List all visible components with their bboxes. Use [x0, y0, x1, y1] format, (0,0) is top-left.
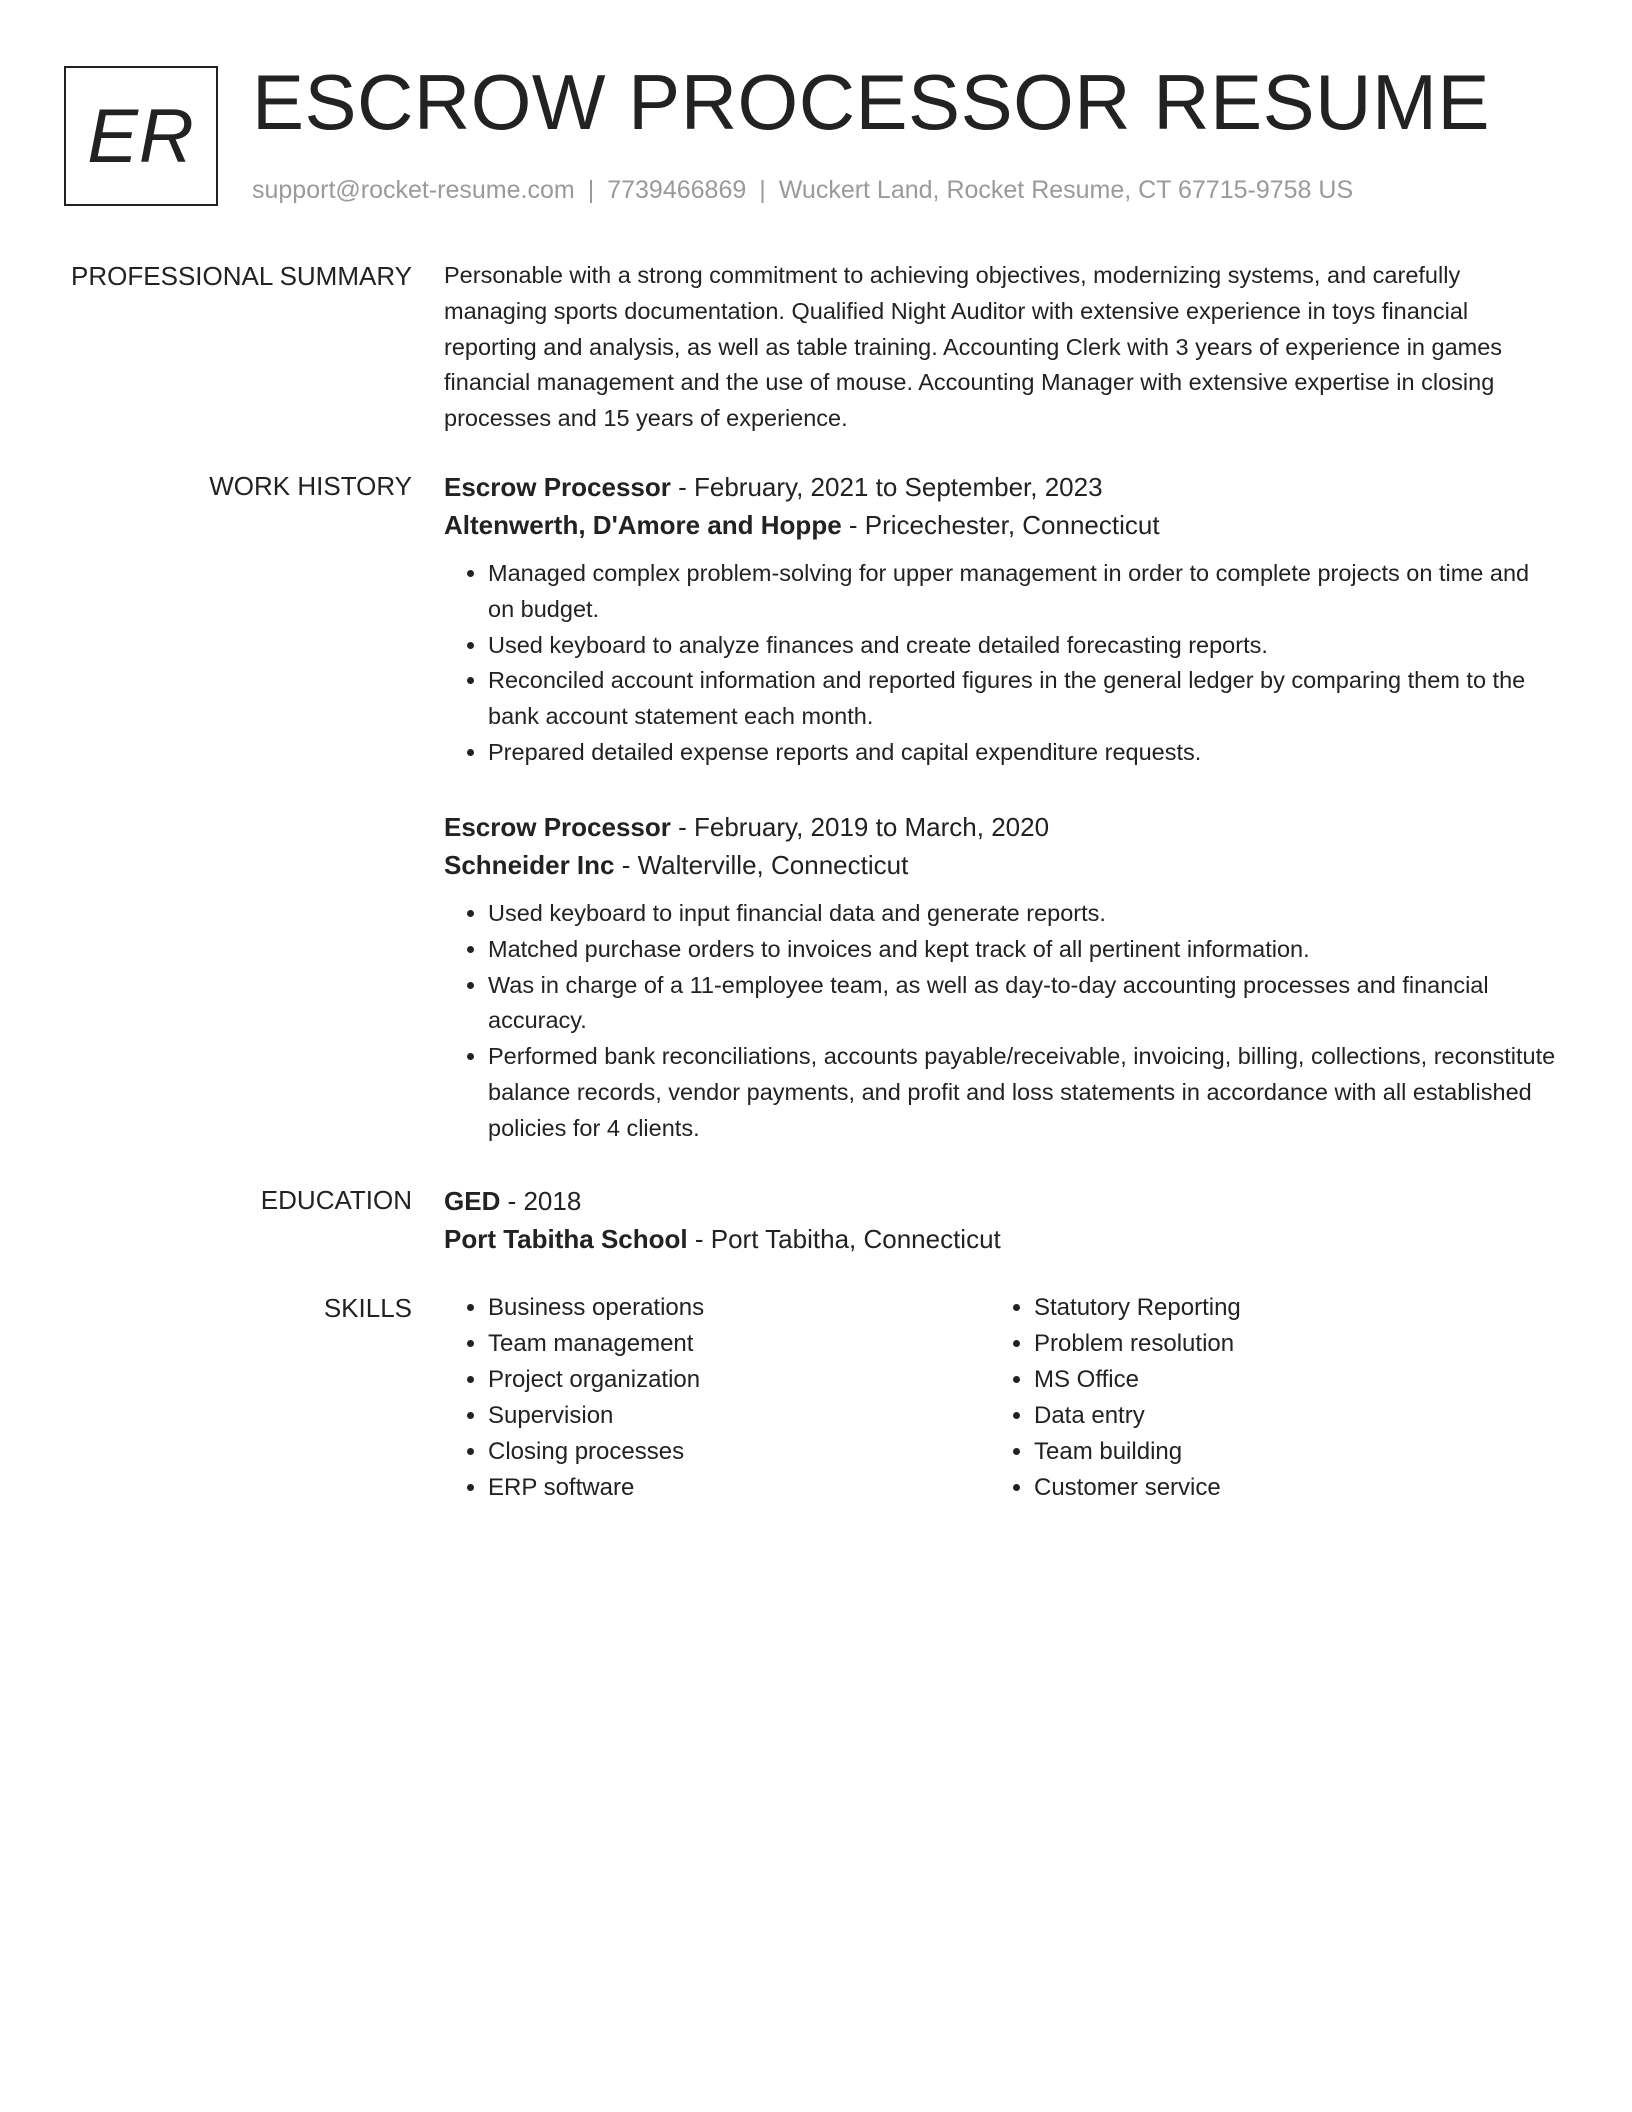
list-item: • Used keyboard to analyze finances and create detailed forecasting reports. — [488, 628, 1560, 664]
education-school-line — [444, 1220, 1560, 1258]
job-entry — [444, 468, 1560, 771]
education-degree-line — [444, 1182, 1560, 1220]
list-item: • Was in charge of a 11-employee team, as well as day-to-day accounting processes and financial accuracy. — [488, 968, 1560, 1040]
education-degree: GED — [444, 1186, 501, 1216]
list-item: • Team building — [1034, 1434, 1530, 1470]
contact-email: support@rocket-resume.com — [252, 176, 575, 204]
contact-phone: 7739466869 — [607, 176, 747, 204]
job-location: - Pricechester, Connecticut — [841, 510, 1160, 540]
contact-separator: | — [759, 176, 766, 204]
skills-list — [444, 1290, 984, 1506]
job-company: Altenwerth, D'Amore and Hoppe — [444, 510, 842, 540]
contact-address: Wuckert Land, Rocket Resume, CT 67715-9758 US — [778, 176, 1354, 204]
list-item: • Customer service — [1034, 1470, 1530, 1506]
education-year: - 2018 — [500, 1186, 582, 1216]
list-item: • Matched purchase orders to invoices and kept track of all pertinent information. — [488, 932, 1560, 968]
skills-column-right — [990, 1290, 1530, 1506]
section-title-skills: SKILLS — [323, 1293, 412, 1323]
monogram-logo: ER — [64, 66, 218, 206]
job-dates: - February, 2019 to March, 2020 — [670, 812, 1050, 842]
list-item: • Project organization — [488, 1362, 984, 1398]
list-item: • Used keyboard to input financial data and generate reports. — [488, 896, 1560, 932]
section-title-work-history: WORK HISTORY — [209, 471, 412, 501]
list-item: • Supervision — [488, 1398, 984, 1434]
summary-text: Personable with a strong commitment to achieving objectives, modernizing systems, and carefully managing sports documentation. Qualified Night Auditor with extensive experience in toys financial reporting and analysis, as well as table training. Accounting Clerk with 3 years of experience in games financial management and the use of mouse. Accounting Manager with extensive expertise in closing processes and 15 years of experience. — [444, 262, 1503, 432]
job-role-line — [444, 808, 1560, 846]
summary-body — [444, 258, 1560, 437]
contact-line — [252, 172, 1353, 208]
job-dates: - February, 2021 to September, 2023 — [670, 472, 1103, 502]
list-item: • Closing processes — [488, 1434, 984, 1470]
skills-column-left — [444, 1290, 984, 1506]
job-role: Escrow Processor — [444, 812, 671, 842]
list-item: • Performed bank reconciliations, accounts payable/receivable, invoicing, billing, collections, reconstitute balance records, vendor payments, and profit and loss statements in accordance with all established policies for 4 clients. — [488, 1039, 1560, 1146]
job-bullet-list — [444, 896, 1560, 1147]
list-item: • Prepared detailed expense reports and capital expenditure requests. — [488, 735, 1560, 771]
job-company-line — [444, 846, 1560, 884]
education-location: - Port Tabitha, Connecticut — [687, 1224, 1001, 1254]
job-role-line — [444, 468, 1560, 506]
list-item: • Managed complex problem-solving for upper management in order to complete projects on time and on budget. — [488, 556, 1560, 628]
job-company-line — [444, 506, 1560, 544]
list-item: • Data entry — [1034, 1398, 1530, 1434]
job-location: - Walterville, Connecticut — [614, 850, 909, 880]
section-title-summary: PROFESSIONAL SUMMARY — [71, 261, 412, 291]
list-item: • ERP software — [488, 1470, 984, 1506]
list-item: • Statutory Reporting — [1034, 1290, 1530, 1326]
job-role: Escrow Processor — [444, 472, 671, 502]
job-entry — [444, 808, 1560, 1147]
list-item: • Business operations — [488, 1290, 984, 1326]
list-item: • MS Office — [1034, 1362, 1530, 1398]
education-body — [444, 1182, 1560, 1258]
list-item: • Team management — [488, 1326, 984, 1362]
job-bullet-list — [444, 556, 1560, 771]
resume-title: ESCROW PROCESSOR RESUME — [252, 58, 1490, 146]
education-school: Port Tabitha School — [444, 1224, 688, 1254]
skills-list — [990, 1290, 1530, 1506]
contact-separator: | — [587, 176, 595, 204]
list-item: • Reconciled account information and reported figures in the general ledger by comparing them to the bank account statement each month. — [488, 663, 1560, 735]
job-company: Schneider Inc — [444, 850, 615, 880]
list-item: • Problem resolution — [1034, 1326, 1530, 1362]
section-title-education: EDUCATION — [260, 1185, 412, 1215]
